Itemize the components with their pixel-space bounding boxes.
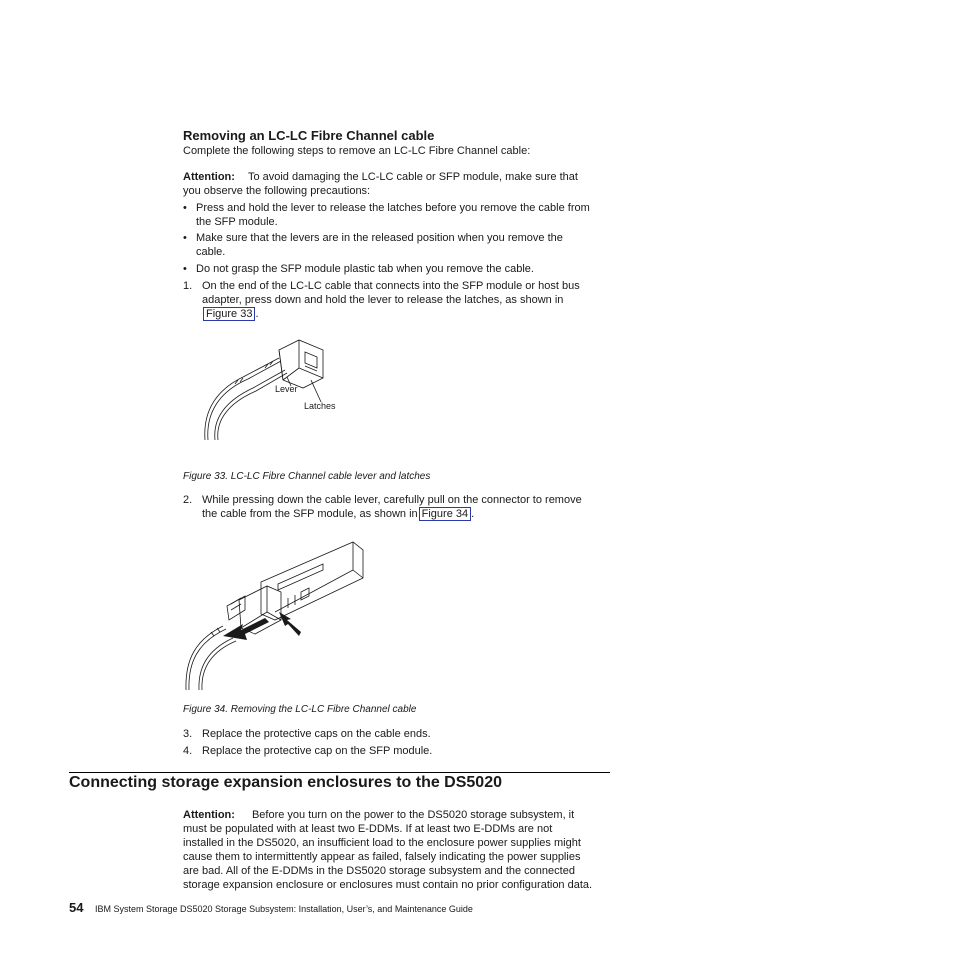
step-number: 2. <box>183 494 193 506</box>
section-divider <box>69 772 610 773</box>
cable-strand-1 <box>205 358 279 440</box>
step-item <box>183 744 623 758</box>
lever-label: Lever <box>275 384 298 394</box>
step-item <box>183 279 623 321</box>
attention-note <box>183 170 578 198</box>
list-item-text: Do not grasp the SFP module plastic tab when you remove the cable. <box>196 263 534 275</box>
step-text: While pressing down the cable lever, carefully pull on the connector to remove <box>202 494 582 506</box>
list-item-text: Press and hold the lever to release the latches before you remove the cable from <box>196 202 590 214</box>
pull-arrow-icon <box>223 618 269 640</box>
attention-text: storage expansion enclosure or enclosures must contain no prior configuration data. <box>183 879 593 891</box>
figure-34-caption: Figure 34. Removing the LC-LC Fibre Channel cable <box>183 704 417 715</box>
attention-note <box>183 808 623 892</box>
step-item <box>183 727 623 741</box>
latches-label: Latches <box>304 401 336 411</box>
attention-text: are bad. All of the E-DDMs in the DS5020 storage subsystem and the connected <box>183 865 575 877</box>
attention-text: must be populated with at least two E-DDMs. If at least two E-DDMs are not <box>183 823 553 835</box>
step-text: Replace the protective cap on the SFP module. <box>202 745 433 757</box>
step-text: . <box>255 308 259 320</box>
section-intro: Complete the following steps to remove an LC-LC Fibre Channel cable: <box>183 145 531 157</box>
attention-text: installed in the DS5020, an insufficient load to the enclosure power supplies might <box>183 837 581 849</box>
step-text: Replace the protective caps on the cable ends. <box>202 728 431 740</box>
figure-33-illustration <box>195 332 355 444</box>
figure-33-link[interactable]: Figure 33 <box>203 307 255 321</box>
page-number: 54 <box>69 900 84 915</box>
figure-33-caption: Figure 33. LC-LC Fibre Channel cable lever and latches <box>183 471 431 482</box>
step-text: . <box>471 508 475 520</box>
step-number: 1. <box>183 280 193 292</box>
footer-title: IBM System Storage DS5020 Storage Subsystem: Installation, User’s, and Maintenance Guide <box>95 904 473 914</box>
bullet-mark: • <box>183 232 187 244</box>
figure-34-illustration <box>183 540 368 695</box>
step-text: the cable from the SFP module, as shown in <box>202 508 418 520</box>
section-title: Removing an LC-LC Fibre Channel cable <box>183 128 435 143</box>
list-item <box>183 231 623 259</box>
attention-text: To avoid damaging the LC-LC cable or SFP module, make sure that <box>247 171 578 183</box>
step-number: 4. <box>183 745 193 757</box>
step-text: On the end of the LC-LC cable that connects into the SFP module or host bus <box>202 280 580 292</box>
chapter-heading: Connecting storage expansion enclosures to the DS5020 <box>69 774 502 791</box>
cable-strand-1 <box>186 626 223 690</box>
latches-leader <box>311 380 321 402</box>
attention-label: Attention: <box>183 171 235 183</box>
step-item <box>183 493 623 521</box>
attention-label: Attention: <box>183 809 235 821</box>
step-number: 3. <box>183 728 193 740</box>
list-item-text: Make sure that the levers are in the released position when you remove the <box>196 232 563 244</box>
list-item-text: cable. <box>196 246 226 258</box>
bullet-mark: • <box>183 202 187 214</box>
press-arrow-icon <box>279 612 301 636</box>
attention-text: Before you turn on the power to the DS5020 storage subsystem, it <box>251 809 575 821</box>
attention-text: cause them to intermittently appear as failed, falsely indicating the power supplies <box>183 851 581 863</box>
connector-body <box>279 340 323 388</box>
figure-34-link[interactable]: Figure 34 <box>419 507 471 521</box>
attention-text: you observe the following precautions: <box>183 185 371 197</box>
list-item <box>183 262 623 276</box>
sfp-module-housing <box>261 542 363 620</box>
list-item <box>183 201 623 229</box>
bullet-mark: • <box>183 263 187 275</box>
step-text: adapter, press down and hold the lever to release the latches, as shown in <box>202 294 564 306</box>
cable-strand-2 <box>199 638 233 690</box>
list-item-text: the SFP module. <box>196 216 278 228</box>
